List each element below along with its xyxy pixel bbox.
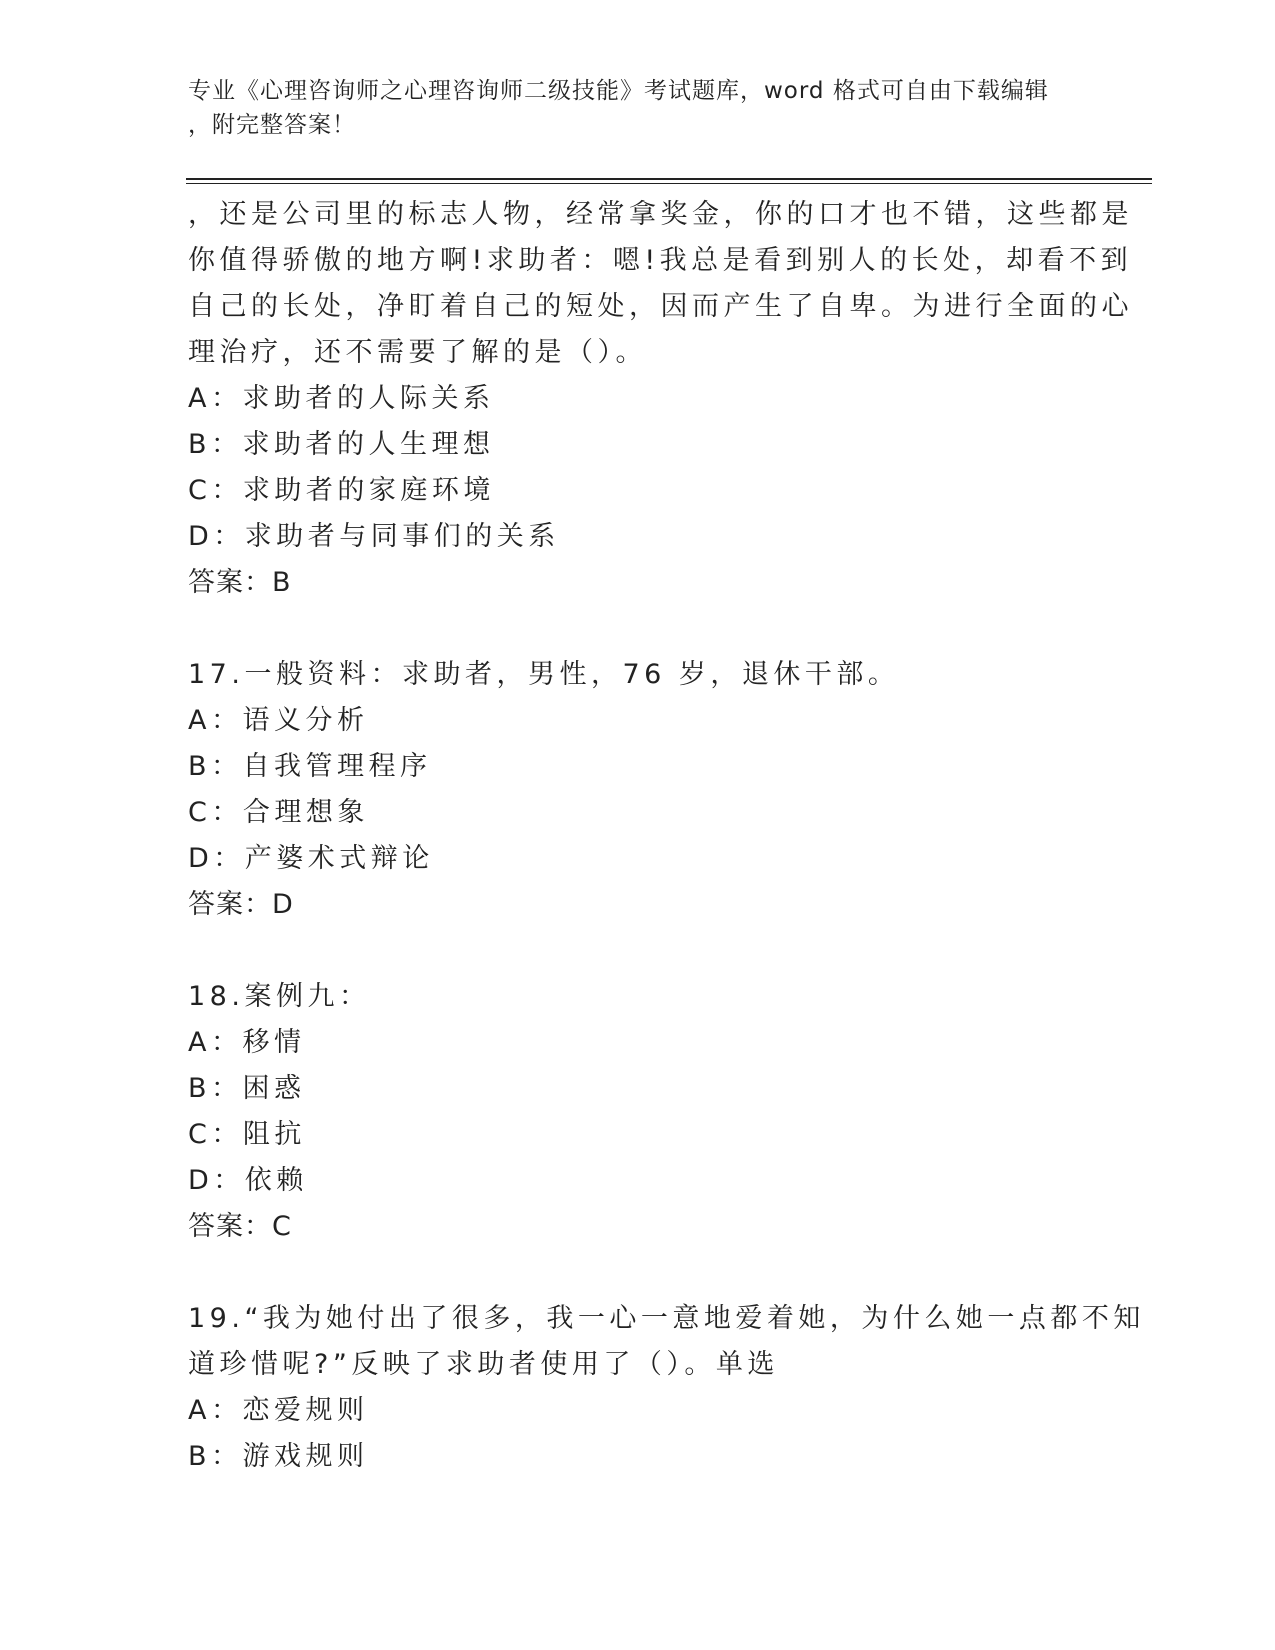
option-b: B：自我管理程序	[188, 751, 432, 782]
header-divider-thin	[186, 183, 1152, 184]
option-a: A：求助者的人际关系	[188, 383, 495, 414]
answer-line: 答案：D	[188, 889, 294, 920]
header-title-line-2: ，附完整答案！	[188, 112, 356, 138]
question-17	[188, 652, 1088, 928]
option-a: A：恋爱规则	[188, 1395, 369, 1426]
answer-line: 答案：B	[188, 567, 292, 598]
option-a: A：语义分析	[188, 705, 369, 736]
option-b: B：求助者的人生理想	[188, 429, 495, 460]
document-header	[188, 74, 1068, 142]
document-body	[188, 192, 1145, 1480]
question-text-line: 理治疗，还不需要了解的是（）。	[188, 337, 647, 368]
option-d: D：求助者与同事们的关系	[188, 521, 560, 552]
option-c: C：求助者的家庭环境	[188, 475, 495, 506]
question-text-line: 17.一般资料：求助者，男性，76 岁，退休干部。	[188, 659, 900, 690]
option-c: C：合理想象	[188, 797, 369, 828]
header-title-line-1: 专业《心理咨询师之心理咨询师二级技能》考试题库，word 格式可自由下载编辑	[188, 78, 1049, 104]
question-text-line: 自己的长处，净盯着自己的短处，因而产生了自卑。为进行全面的心	[188, 291, 1133, 322]
question-spacer	[188, 606, 1088, 652]
option-d: D：产婆术式辩论	[188, 843, 434, 874]
question-text-line: 18.案例九：	[188, 981, 371, 1012]
option-b: B：困惑	[188, 1073, 306, 1104]
question-text-line: 你值得骄傲的地方啊!求助者：嗯!我总是看到别人的长处，却看不到	[188, 245, 1133, 276]
option-c: C：阻抗	[188, 1119, 306, 1150]
option-d: D：依赖	[188, 1165, 308, 1196]
question-text-line: 道珍惜呢?”反映了求助者使用了（）。单选	[188, 1349, 779, 1380]
answer-line: 答案：C	[188, 1211, 292, 1242]
question-spacer	[188, 1250, 1088, 1296]
question-text-line: 19.“我为她付出了很多，我一心一意地爱着她，为什么她一点都不知	[188, 1303, 1145, 1334]
option-a: A：移情	[188, 1027, 306, 1058]
question-19	[188, 1296, 1145, 1480]
question-18	[188, 974, 1088, 1250]
option-b: B：游戏规则	[188, 1441, 369, 1472]
header-divider-thick	[186, 178, 1152, 180]
question-spacer	[188, 928, 1088, 974]
question-16-continued	[188, 192, 1133, 606]
question-text-line: ，还是公司里的标志人物，经常拿奖金，你的口才也不错，这些都是	[188, 199, 1133, 230]
